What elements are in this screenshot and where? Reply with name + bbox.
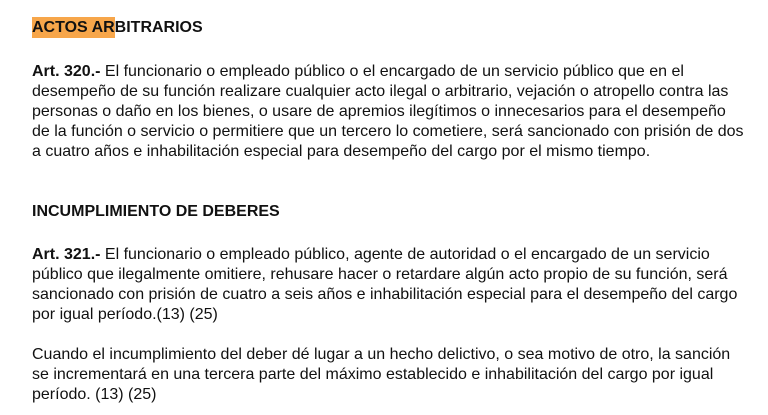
article-320-paragraph: [32, 62, 744, 162]
highlighted-text: ACTOS AR: [32, 19, 115, 36]
section-heading-incumplimiento: INCUMPLIMIENTO DE DEBERES: [32, 203, 280, 220]
heading-text-rest: BITRARIOS: [114, 19, 203, 36]
article-text: El funcionario o empleado público, agente de autoridad o el encargado de un servicio público que ilegalmente omitiere, rehusare hacer o retardare algún acto propio de su función, será sancionado con prisión de cuatro a seis años e inhabilitación especial para el desempeño del cargo por igual período.(13) (25): [32, 246, 738, 323]
article-number: Art. 321.-: [32, 246, 101, 263]
article-text: El funcionario o empleado público o el encargado de un servicio público que en el desempeño de su función realizare cualquier acto ilegal o arbitrario, vejación o atropello contra las personas o daño en los bienes, o usare de apremios ilegítimos o innecesarios para el desempeño de la función o servicio o permitiere que un tercero lo cometiere, será sancionado con prisión de dos a cuatro años e inhabilitación especial para desempeño del cargo por el mismo tiempo.: [32, 63, 744, 160]
article-321-paragraph: [32, 245, 744, 325]
article-321-paragraph-2: Cuando el incumplimiento del deber dé lugar a un hecho delictivo, o sea motivo de otro, la sanción se incrementará en una tercera parte del máximo establecido e inhabilitación del cargo por igual período. (13) (25): [32, 346, 731, 403]
section-heading-actos-arbitrarios: [32, 18, 203, 38]
article-number: Art. 320.-: [32, 63, 101, 80]
